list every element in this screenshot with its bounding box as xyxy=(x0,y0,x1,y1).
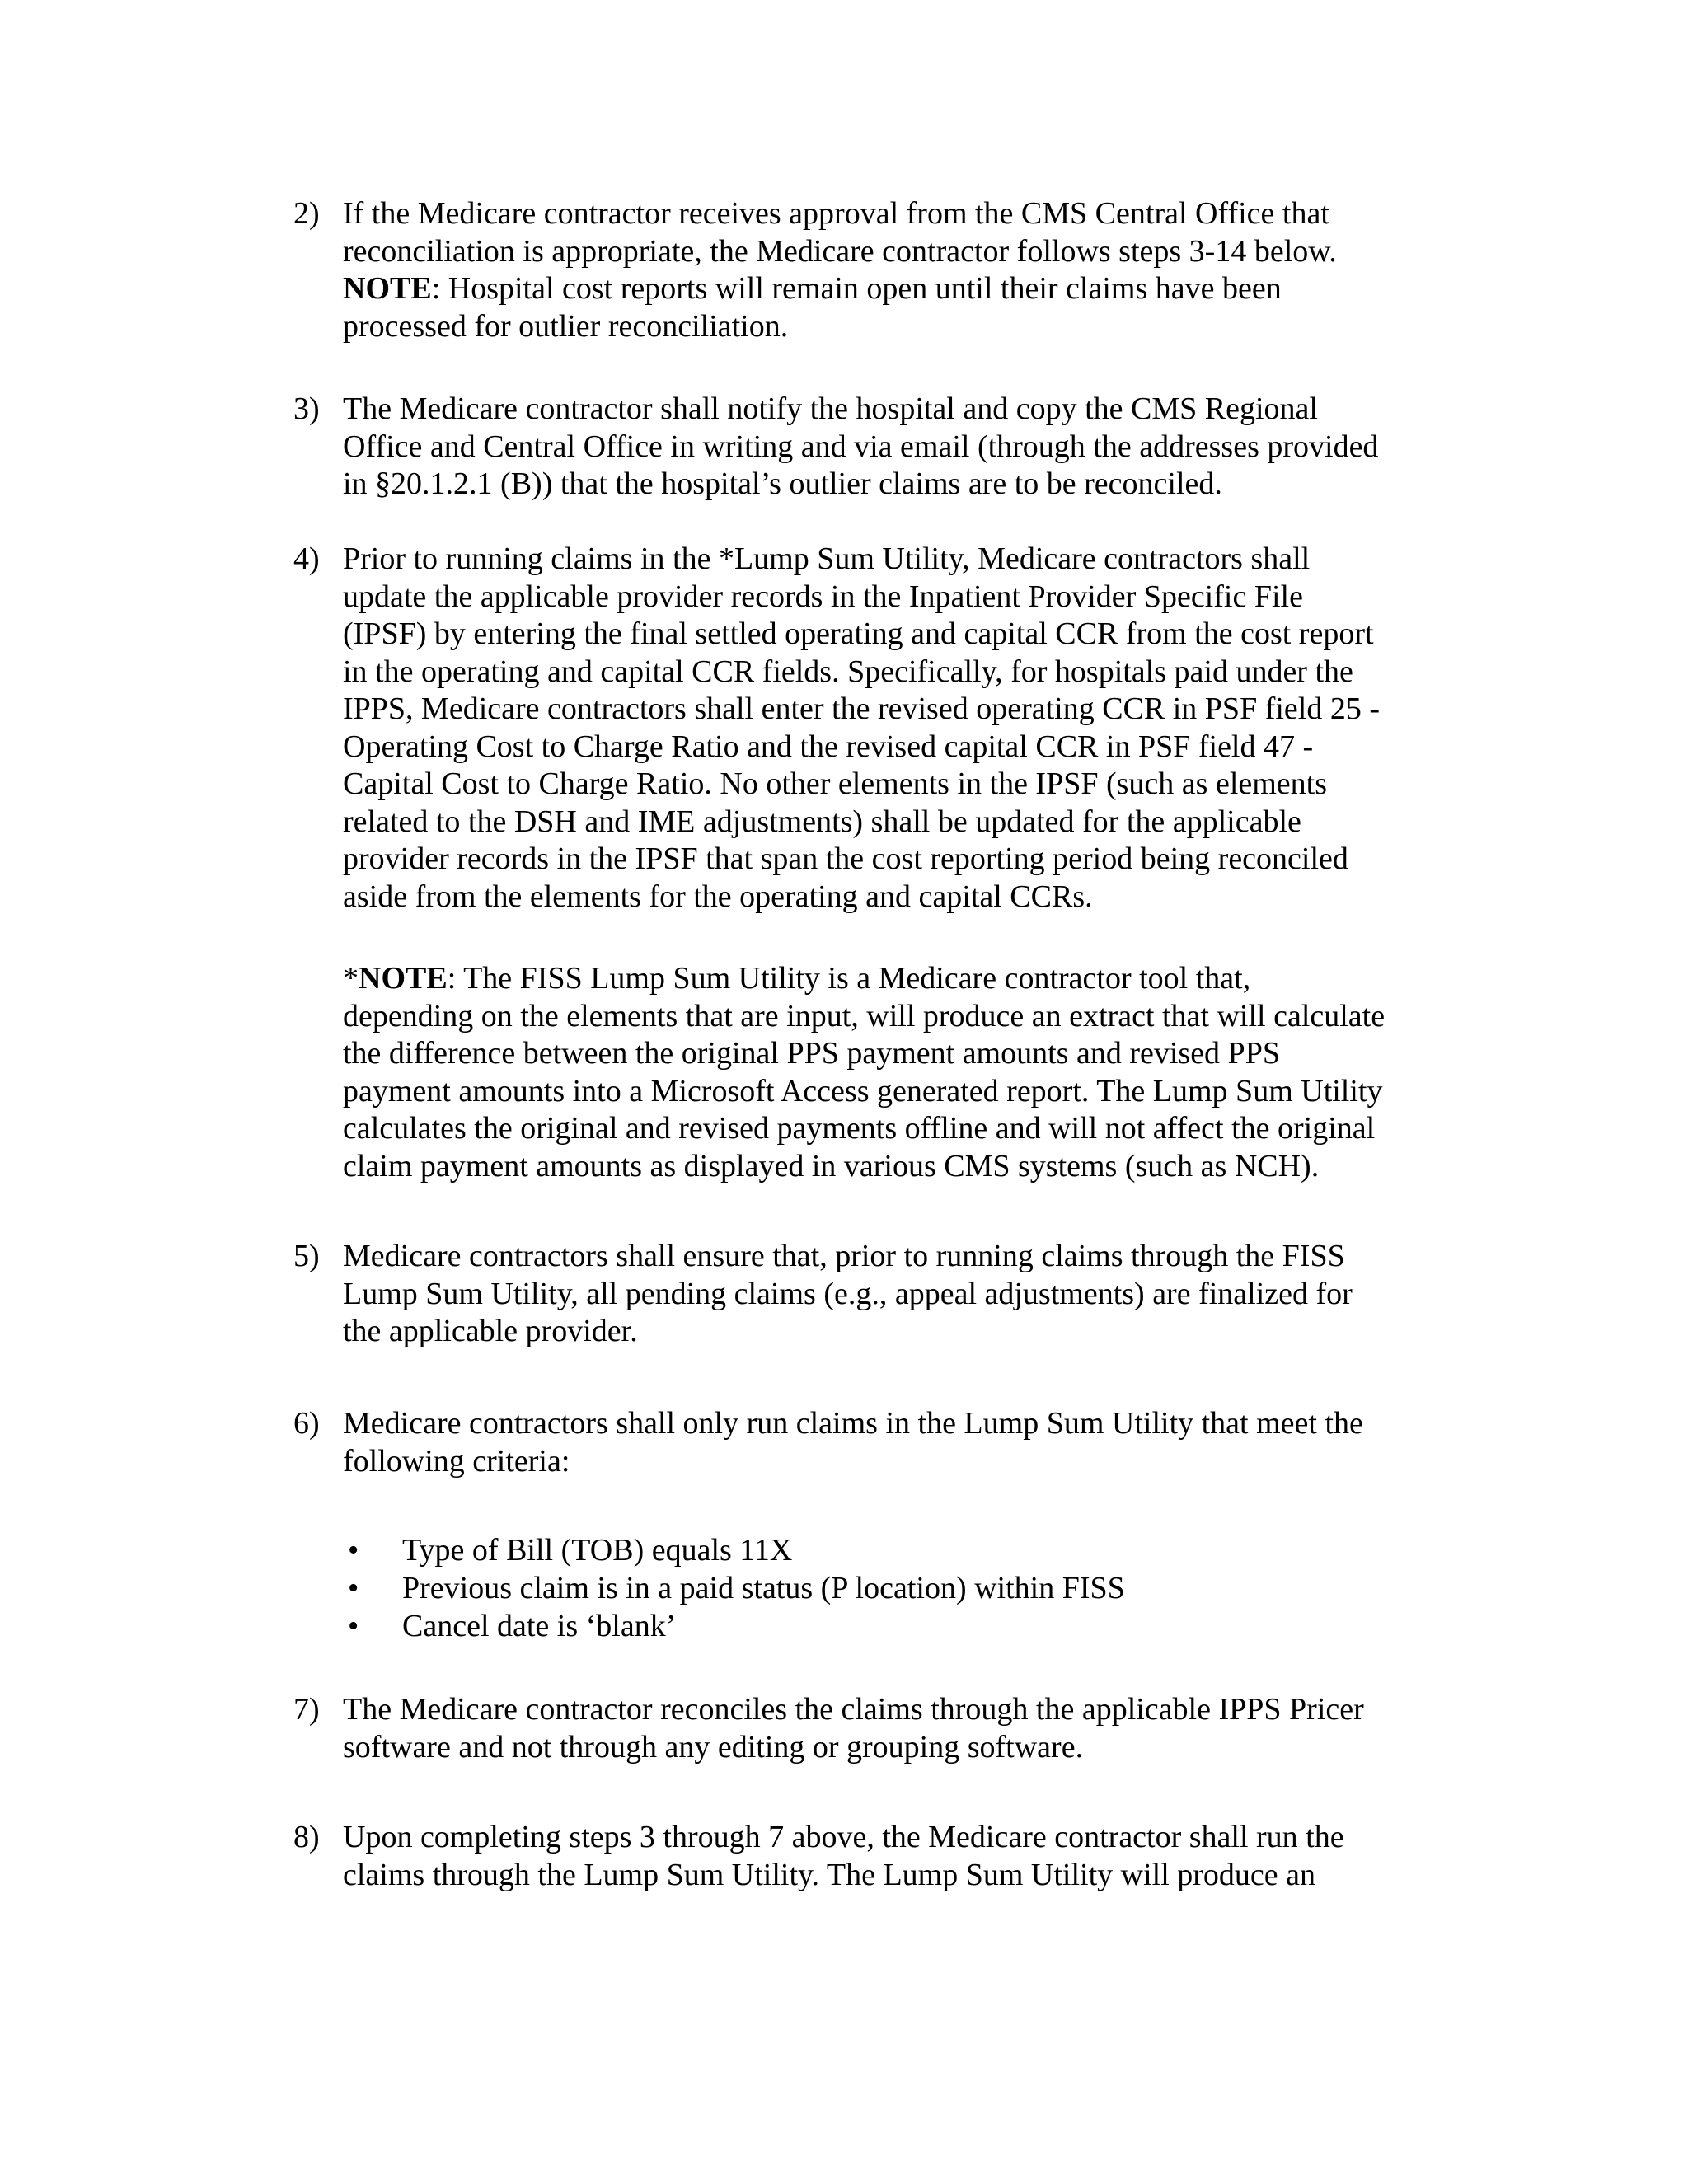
item-number: 7) xyxy=(293,1692,320,1727)
text-line: payment amounts into a Microsoft Access generated report. The Lump Sum Utility xyxy=(343,1073,1383,1108)
text-line: Office and Central Office in writing and via email (through the addresses provided xyxy=(343,429,1379,464)
item-number: 5) xyxy=(293,1239,320,1273)
text-line: update the applicable provider records in the Inpatient Provider Specific File xyxy=(343,579,1303,614)
criteria-text: Cancel date is ‘blank’ xyxy=(402,1609,677,1643)
text-line: in §20.1.2.1 (B)) that the hospital’s outlier claims are to be reconciled. xyxy=(343,466,1222,501)
item-number: 2) xyxy=(293,196,320,231)
item-number: 6) xyxy=(293,1406,320,1441)
text-line: claim payment amounts as displayed in various CMS systems (such as NCH). xyxy=(343,1148,1320,1183)
bullet-icon: • xyxy=(348,1533,359,1568)
text-line: If the Medicare contractor receives approval from the CMS Central Office that xyxy=(343,196,1329,231)
text-line: reconciliation is appropriate, the Medicare contractor follows steps 3-14 below. xyxy=(343,233,1337,269)
note-line xyxy=(343,960,1447,998)
list-item-6 xyxy=(293,1405,1447,1480)
item-body xyxy=(343,1819,1447,1894)
note-prefix: * xyxy=(343,961,359,996)
note-line xyxy=(343,270,1447,308)
text-line: The Medicare contractor shall notify the hospital and copy the CMS Regional xyxy=(343,391,1318,426)
text-line: the difference between the original PPS payment amounts and revised PPS xyxy=(343,1036,1280,1071)
fiss-note xyxy=(343,960,1447,1185)
item-body xyxy=(343,391,1447,504)
text-line: Upon completing steps 3 through 7 above, the Medicare contractor shall run the xyxy=(343,1820,1344,1854)
item-number: 8) xyxy=(293,1820,320,1854)
text-line: Operating Cost to Charge Ratio and the revised capital CCR in PSF field 47 - xyxy=(343,729,1314,764)
text-line: Lump Sum Utility, all pending claims (e.g., appeal adjustments) are finalized for xyxy=(343,1276,1353,1311)
list-item xyxy=(343,1607,1447,1645)
text-line: Medicare contractors shall ensure that, prior to running claims through the FISS xyxy=(343,1239,1345,1273)
text-line: Prior to running claims in the *Lump Sum Utility, Medicare contractors shall xyxy=(343,541,1311,576)
note-label: NOTE xyxy=(359,961,448,996)
list-item-3 xyxy=(293,391,1447,504)
list-item xyxy=(343,1569,1447,1607)
bullet-icon: • xyxy=(348,1571,359,1605)
text-line: IPPS, Medicare contractors shall enter the revised operating CCR in PSF field 25 - xyxy=(343,691,1380,726)
text-line: related to the DSH and IME adjustments) shall be updated for the applicable xyxy=(343,804,1301,839)
list-item-7 xyxy=(293,1691,1447,1766)
criteria-list xyxy=(343,1531,1447,1645)
item-number: 3) xyxy=(293,391,320,426)
text-line: Medicare contractors shall only run claims in the Lump Sum Utility that meet the xyxy=(343,1406,1363,1441)
list-item xyxy=(343,1531,1447,1569)
list-item-2 xyxy=(293,195,1447,345)
item-number: 4) xyxy=(293,541,320,576)
bullet-icon: • xyxy=(348,1609,359,1643)
text-line: depending on the elements that are input, will produce an extract that will calculate xyxy=(343,998,1386,1033)
criteria-text: Previous claim is in a paid status (P location) within FISS xyxy=(402,1571,1125,1605)
text-line: in the operating and capital CCR fields. Specifically, for hospitals paid under the xyxy=(343,654,1353,689)
text-line: calculates the original and revised payments offline and will not affect the original xyxy=(343,1111,1376,1146)
criteria-text: Type of Bill (TOB) equals 11X xyxy=(402,1533,793,1568)
item-body xyxy=(343,195,1447,345)
note-label: NOTE xyxy=(343,271,432,306)
list-item-5 xyxy=(293,1238,1447,1351)
note-text: : The FISS Lump Sum Utility is a Medicare contractor tool that, xyxy=(447,961,1251,996)
list-item-8 xyxy=(293,1819,1447,1894)
item-body xyxy=(343,1691,1447,1766)
item-body xyxy=(343,1405,1447,1480)
text-line: (IPSF) by entering the final settled operating and capital CCR from the cost report xyxy=(343,616,1374,651)
item-body xyxy=(343,1238,1447,1351)
text-line: claims through the Lump Sum Utility. The Lump Sum Utility will produce an xyxy=(343,1857,1316,1892)
list-item-4 xyxy=(293,541,1447,916)
note-text: : Hospital cost reports will remain open until their claims have been xyxy=(431,271,1282,306)
text-line: The Medicare contractor reconciles the claims through the applicable IPPS Pricer xyxy=(343,1692,1364,1727)
text-line: Capital Cost to Charge Ratio. No other elements in the IPSF (such as elements xyxy=(343,766,1328,801)
text-line: following criteria: xyxy=(343,1443,570,1479)
text-line: software and not through any editing or grouping software. xyxy=(343,1729,1084,1765)
text-line: provider records in the IPSF that span the cost reporting period being reconciled xyxy=(343,841,1348,876)
text-line: processed for outlier reconciliation. xyxy=(343,308,789,344)
text-line: aside from the elements for the operating and capital CCRs. xyxy=(343,879,1093,914)
item-body xyxy=(343,541,1447,916)
text-line: the applicable provider. xyxy=(343,1314,638,1348)
